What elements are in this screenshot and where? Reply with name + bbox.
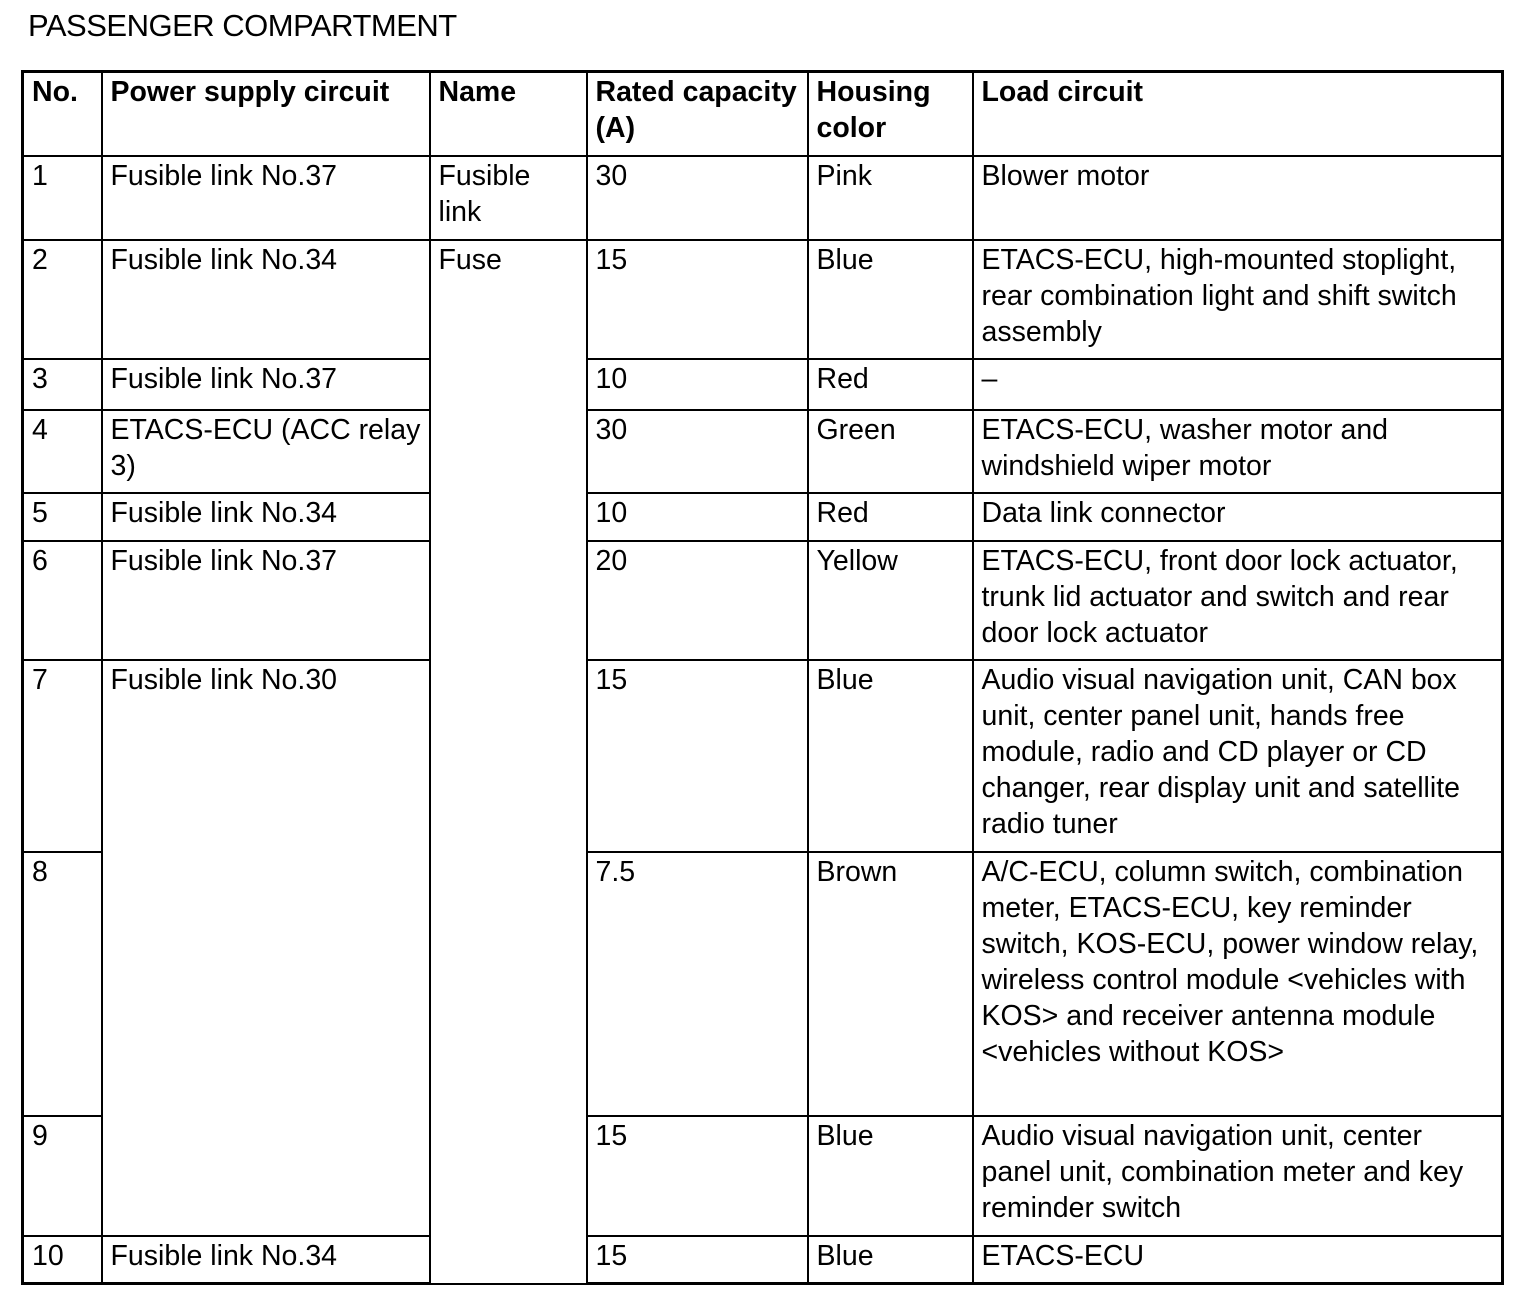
cell-no: 4 xyxy=(23,410,102,493)
cell-capacity: 15 xyxy=(587,1116,808,1236)
cell-power-supply: ETACS-ECU (ACC relay 3) xyxy=(102,410,430,493)
table-row xyxy=(23,359,1503,410)
cell-capacity: 30 xyxy=(587,156,808,240)
table-row xyxy=(23,660,1503,852)
cell-color: Pink xyxy=(808,156,973,240)
cell-color: Blue xyxy=(808,1236,973,1284)
header-name: Name xyxy=(430,72,587,156)
cell-load: A/C-ECU, column switch, combination meter, ETACS-ECU, key reminder switch, KOS-ECU, power window relay, wireless control module <vehicles with KOS> and receiver antenna module <vehicles without KOS> xyxy=(973,852,1503,1116)
cell-capacity: 30 xyxy=(587,410,808,493)
cell-load: Audio visual navigation unit, center panel unit, combination meter and key reminder switch xyxy=(973,1116,1503,1236)
table-row xyxy=(23,410,1503,493)
cell-name: Fuse xyxy=(430,240,587,1284)
table-header-row xyxy=(23,72,1503,156)
cell-load: ETACS-ECU, washer motor and windshield wiper motor xyxy=(973,410,1503,493)
cell-load: – xyxy=(973,359,1503,410)
cell-no: 10 xyxy=(23,1236,102,1284)
cell-color: Yellow xyxy=(808,541,973,660)
cell-color: Blue xyxy=(808,240,973,359)
cell-color: Red xyxy=(808,359,973,410)
table-row xyxy=(23,156,1503,240)
cell-color: Blue xyxy=(808,1116,973,1236)
cell-power-supply: Fusible link No.37 xyxy=(102,541,430,660)
cell-load: ETACS-ECU, high-mounted stoplight, rear combination light and shift switch assembly xyxy=(973,240,1503,359)
cell-load: Audio visual navigation unit, CAN box unit, center panel unit, hands free module, radio and CD player or CD changer, rear display unit and satellite radio tuner xyxy=(973,660,1503,852)
cell-capacity: 10 xyxy=(587,359,808,410)
cell-load: Blower motor xyxy=(973,156,1503,240)
cell-capacity: 10 xyxy=(587,493,808,541)
cell-no: 6 xyxy=(23,541,102,660)
cell-color: Blue xyxy=(808,660,973,852)
cell-no: 1 xyxy=(23,156,102,240)
cell-load: ETACS-ECU xyxy=(973,1236,1503,1284)
header-no: No. xyxy=(23,72,102,156)
cell-no: 5 xyxy=(23,493,102,541)
table-row xyxy=(23,493,1503,541)
cell-no: 8 xyxy=(23,852,102,1116)
cell-power-supply: Fusible link No.37 xyxy=(102,359,430,410)
cell-load: ETACS-ECU, front door lock actuator, trunk lid actuator and switch and rear door lock actuator xyxy=(973,541,1503,660)
cell-capacity: 20 xyxy=(587,541,808,660)
header-housing-color: Housing color xyxy=(808,72,973,156)
header-load-circuit: Load circuit xyxy=(973,72,1503,156)
cell-capacity: 15 xyxy=(587,660,808,852)
cell-power-supply: Fusible link No.34 xyxy=(102,240,430,359)
cell-power-supply: Fusible link No.34 xyxy=(102,493,430,541)
cell-power-supply: Fusible link No.34 xyxy=(102,1236,430,1284)
table-row xyxy=(23,240,1503,359)
cell-name: Fusible link xyxy=(430,156,587,240)
cell-power-supply: Fusible link No.37 xyxy=(102,156,430,240)
header-power-supply-circuit: Power supply circuit xyxy=(102,72,430,156)
table-row xyxy=(23,1236,1503,1284)
header-rated-capacity: Rated capacity (A) xyxy=(587,72,808,156)
cell-power-supply: Fusible link No.30 xyxy=(102,660,430,1236)
cell-capacity: 15 xyxy=(587,240,808,359)
cell-color: Red xyxy=(808,493,973,541)
cell-no: 7 xyxy=(23,660,102,852)
page-title: PASSENGER COMPARTMENT xyxy=(28,8,457,43)
cell-capacity: 7.5 xyxy=(587,852,808,1116)
cell-capacity: 15 xyxy=(587,1236,808,1284)
cell-no: 3 xyxy=(23,359,102,410)
table-row xyxy=(23,541,1503,660)
cell-no: 9 xyxy=(23,1116,102,1236)
cell-no: 2 xyxy=(23,240,102,359)
cell-load: Data link connector xyxy=(973,493,1503,541)
cell-color: Brown xyxy=(808,852,973,1116)
fuse-table xyxy=(21,70,1504,1285)
cell-color: Green xyxy=(808,410,973,493)
